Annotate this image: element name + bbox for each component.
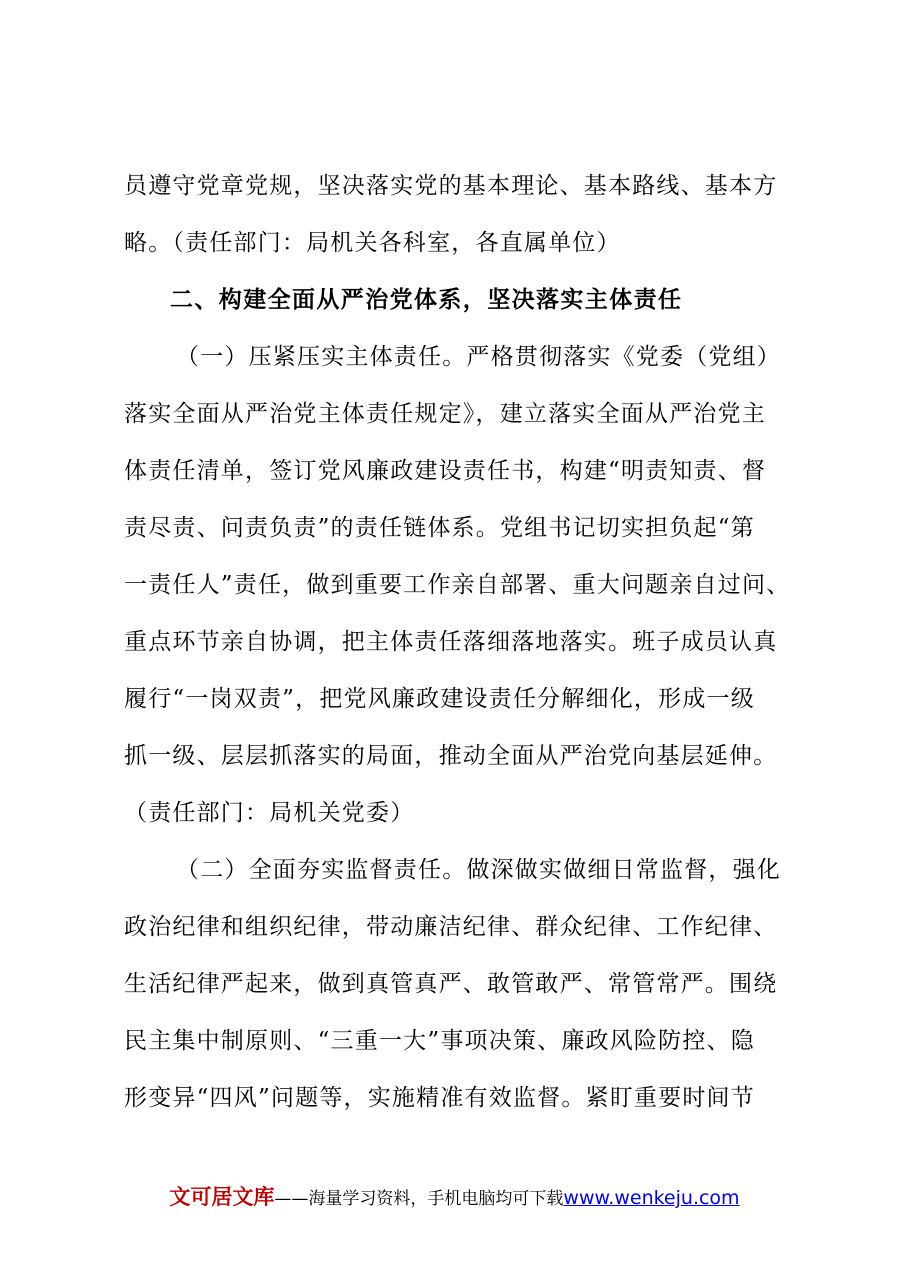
paragraph-line: 形变异“四风”问题等，实施精准有效监督。紧盯重要时间节	[124, 1085, 755, 1111]
footer-slogan: ——海量学习资料，手机电脑均可下载	[274, 1189, 564, 1209]
section-heading: 二、构建全面从严治党体系，坚决落实主体责任	[170, 287, 683, 313]
paragraph-line: 落实全面从严治党主体责任规定》，建立落实全面从严治党主	[124, 401, 766, 427]
paragraph-line: 略。（责任部门：局机关各科室，各直属单位）	[124, 230, 621, 256]
paragraph-line: 政治纪律和组织纪律，带动廉洁纪律、群众纪律、工作纪律、	[124, 914, 778, 940]
footer-banner	[0, 1182, 909, 1214]
paragraph-line: 生活纪律严起来，做到真管真严、敢管敢严、常管常严。围绕	[124, 971, 778, 997]
paragraph-line: 责尽责、问责负责”的责任链体系。党组书记切实担负起“第	[124, 515, 755, 541]
paragraph-line: （责任部门：局机关党委）	[124, 800, 415, 826]
paragraph-line: （二）全面夯实监督责任。做深做实做细日常监督，强化	[176, 857, 781, 883]
paragraph-line: 抓一级、层层抓落实的局面，推动全面从严治党向基层延伸。	[124, 743, 778, 769]
paragraph-line: 重点环节亲自协调，把主体责任落细落地落实。班子成员认真	[124, 629, 778, 655]
brand-name: 文可居文库	[169, 1185, 275, 1209]
document-body	[124, 158, 804, 1127]
paragraph-line: 民主集中制原则、“三重一大”事项决策、廉政风险防控、隐	[124, 1028, 755, 1054]
paragraph-line: 员遵守党章党规，坚决落实党的基本理论、基本路线、基本方	[124, 173, 778, 199]
website-link[interactable]: www.wenkeju.com	[563, 1187, 740, 1209]
paragraph-line: 体责任清单，签订党风廉政建设责任书，构建“明责知责、督	[124, 458, 767, 484]
paragraph-line: （一）压紧压实主体责任。严格贯彻落实《党委（党组）	[176, 344, 781, 370]
paragraph-line: 一责任人”责任，做到重要工作亲自部署、重大问题亲自过问、	[124, 572, 791, 598]
paragraph-line: 履行“一岗双责”，把党风廉政建设责任分解细化，形成一级	[124, 686, 755, 712]
